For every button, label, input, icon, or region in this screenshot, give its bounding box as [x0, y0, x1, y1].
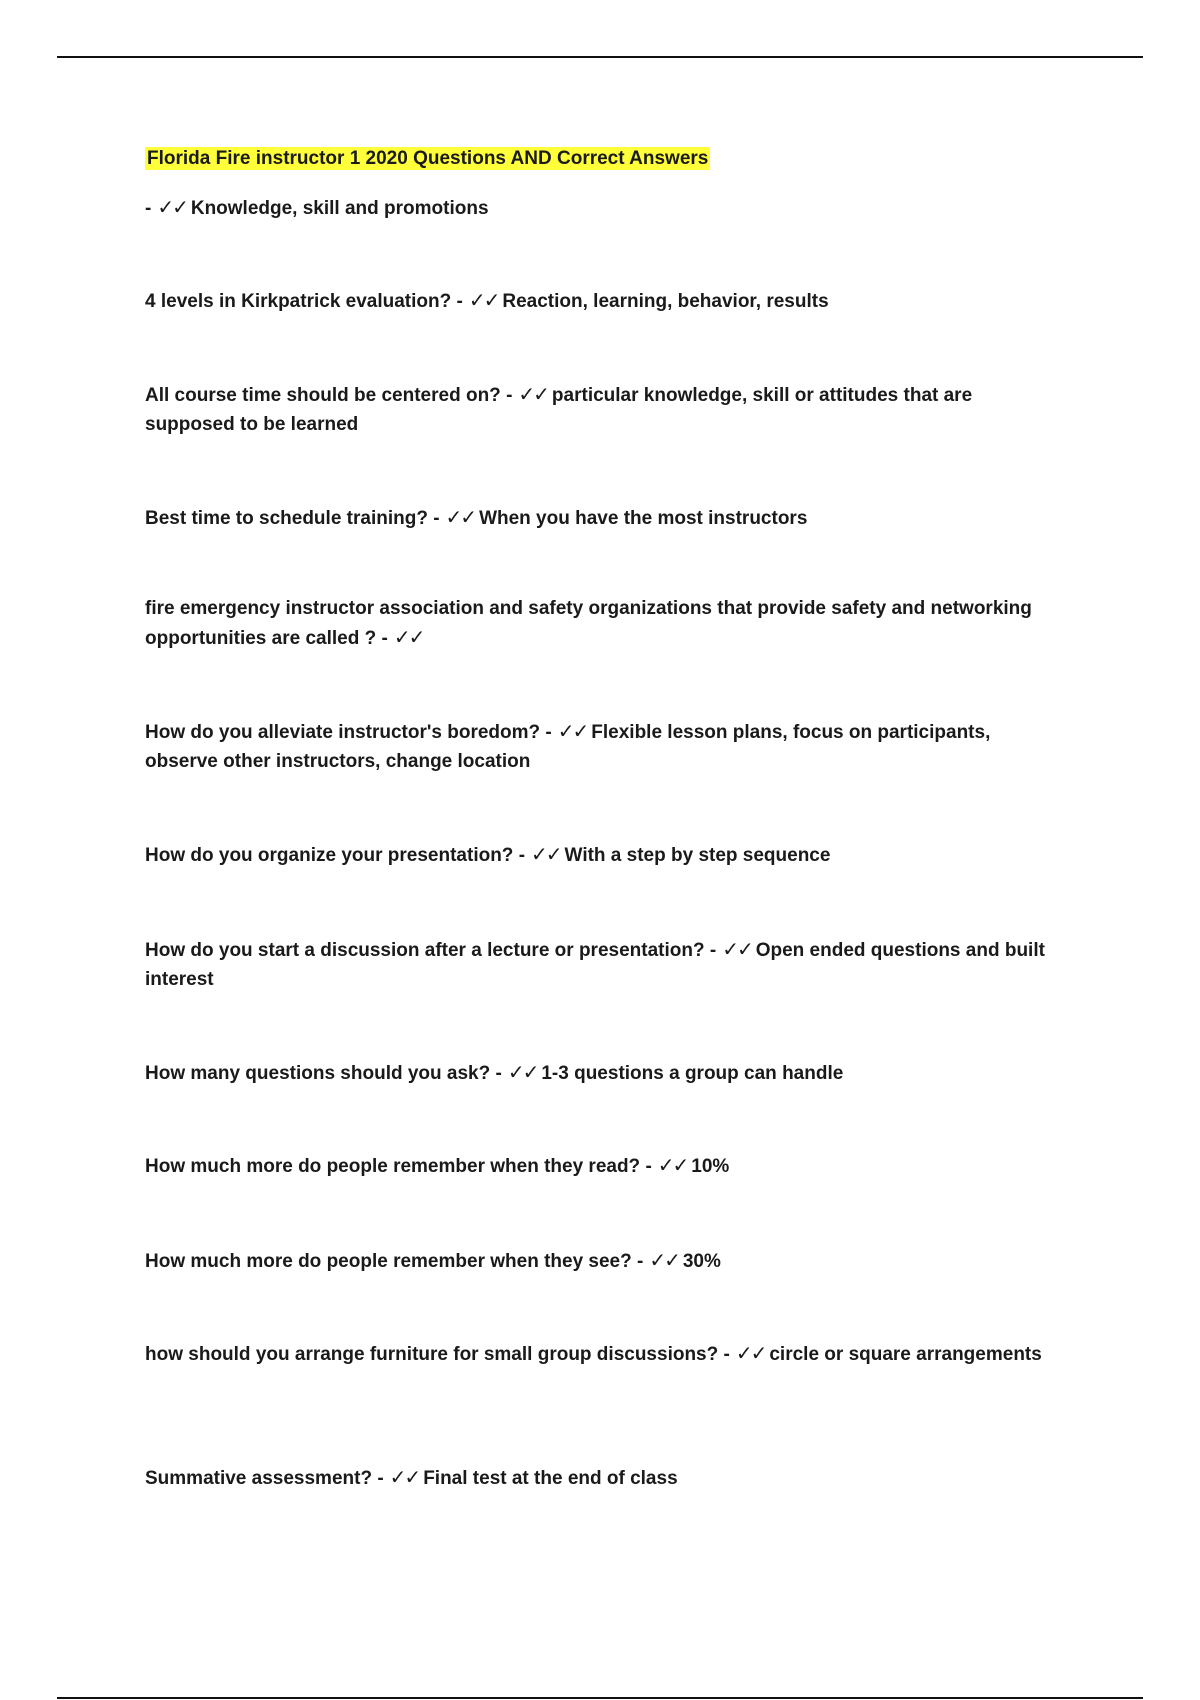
qa-separator: -: [545, 722, 552, 743]
qa-separator: -: [709, 940, 717, 961]
highlighted-title-text: Florida Fire instructor 1 2020 Questions AND Correct Answers: [147, 148, 709, 169]
qa-item: [145, 840, 1065, 870]
qa-item: [145, 1246, 1065, 1276]
qa-answer: Open ended questions and built interest: [145, 940, 1045, 990]
top-rule: [57, 56, 1143, 58]
qa-separator: -: [145, 198, 152, 219]
qa-question: how should you arrange furniture for small group discussions?: [145, 1344, 719, 1365]
check-mark-icon: ✓✓: [649, 1248, 679, 1272]
qa-separator: -: [645, 1156, 652, 1177]
check-mark-icon: ✓✓: [393, 625, 424, 649]
qa-answer: Reaction, learning, behavior, results: [502, 291, 829, 312]
bottom-rule: [57, 1697, 1143, 1699]
qa-separator: -: [433, 508, 440, 529]
check-mark-icon: ✓✓: [531, 842, 561, 866]
check-mark-icon: ✓✓: [722, 937, 752, 961]
qa-answer: particular knowledge, skill or attitudes that are supposed to be learned: [145, 385, 973, 435]
qa-separator: -: [723, 1344, 730, 1365]
qa-item: [145, 380, 1065, 439]
qa-answer: 10%: [691, 1156, 730, 1177]
qa-item: [145, 1151, 1065, 1181]
qa-question: How much more do people remember when they see?: [145, 1251, 632, 1272]
qa-question: All course time should be centered on?: [145, 385, 501, 406]
qa-item: [145, 594, 1065, 653]
qa-answer: circle or square arrangements: [769, 1344, 1042, 1365]
qa-answer: Flexible lesson plans, focus on participants, observe other instructors, change location: [145, 722, 991, 772]
check-mark-icon: ✓✓: [468, 288, 499, 312]
check-mark-icon: ✓✓: [507, 1060, 538, 1084]
check-mark-icon: ✓✓: [389, 1465, 420, 1489]
qa-answer: With a step by step sequence: [564, 845, 831, 866]
qa-item: [145, 935, 1065, 994]
qa-question: Best time to schedule training?: [145, 508, 428, 529]
qa-item: [145, 1339, 1065, 1369]
document-title: [145, 146, 710, 172]
check-mark-icon: ✓✓: [445, 505, 476, 529]
qa-separator: -: [637, 1251, 644, 1272]
qa-answer: 1-3 questions a group can handle: [541, 1063, 844, 1084]
qa-separator: -: [506, 385, 513, 406]
qa-question: How do you organize your presentation?: [145, 845, 514, 866]
qa-answer: Knowledge, skill and promotions: [190, 198, 489, 219]
qa-answer: When you have the most instructors: [479, 508, 808, 529]
qa-answer: Final test at the end of class: [423, 1468, 678, 1489]
qa-separator: -: [518, 845, 526, 866]
qa-answer: 30%: [682, 1251, 721, 1272]
qa-question: How many questions should you ask?: [145, 1063, 491, 1084]
qa-question: How much more do people remember when they read?: [145, 1156, 641, 1177]
qa-item: [145, 286, 1065, 316]
qa-item: [145, 193, 1065, 223]
qa-item: [145, 503, 1065, 533]
qa-question: How do you start a discussion after a lecture or presentation?: [145, 940, 705, 961]
qa-question: 4 levels in Kirkpatrick evaluation?: [145, 291, 452, 312]
qa-separator: -: [381, 628, 388, 649]
qa-item: [145, 717, 1065, 776]
qa-question: fire emergency instructor association and safety organizations that provide safety and networking opportunities are called ?: [145, 598, 1032, 649]
check-mark-icon: ✓✓: [518, 382, 548, 406]
check-mark-icon: ✓✓: [157, 195, 187, 219]
qa-separator: -: [456, 291, 463, 312]
qa-question: Summative assessment?: [145, 1468, 373, 1489]
qa-item: [145, 1463, 1065, 1493]
check-mark-icon: ✓✓: [557, 719, 588, 743]
qa-item: [145, 1058, 1065, 1088]
check-mark-icon: ✓✓: [735, 1341, 766, 1365]
qa-separator: -: [495, 1063, 502, 1084]
qa-question: How do you alleviate instructor's boredom?: [145, 722, 541, 743]
check-mark-icon: ✓✓: [657, 1153, 688, 1177]
qa-separator: -: [377, 1468, 384, 1489]
